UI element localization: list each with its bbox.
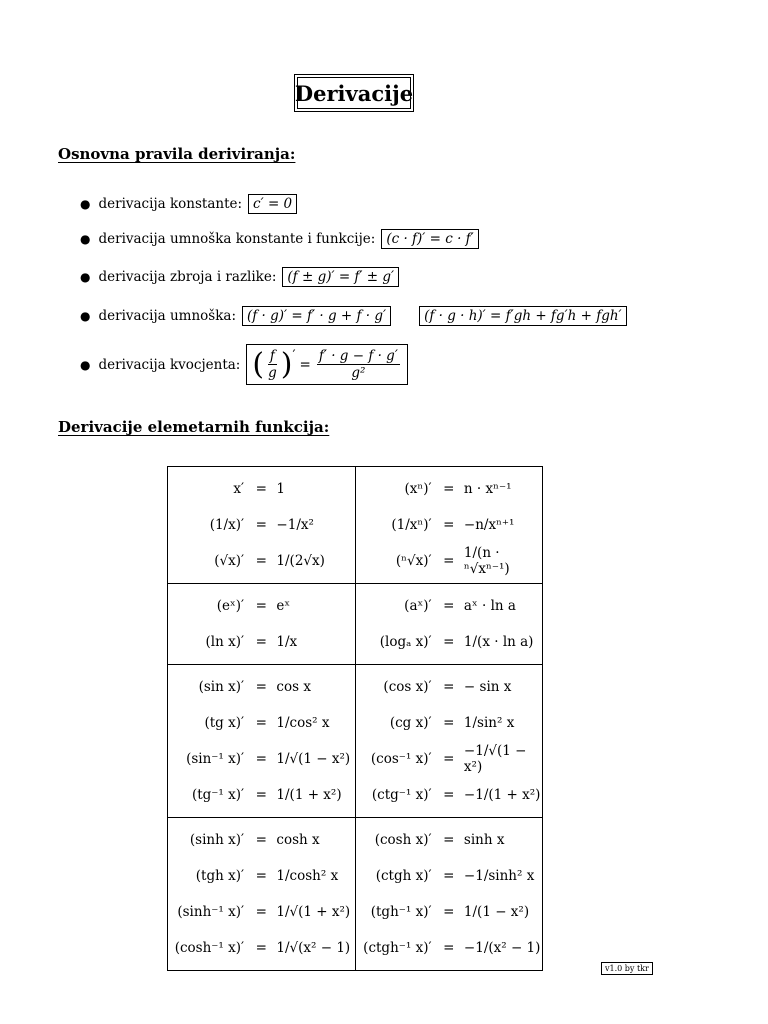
derivative-rhs: 1/(1 − x²) (463, 904, 530, 920)
equals-sign: = (255, 517, 267, 533)
derivative-rhs: 1/cos² x (276, 715, 330, 731)
equals-sign: = (443, 787, 455, 803)
equals-sign: = (443, 634, 455, 650)
table-cell-right (355, 665, 543, 818)
derivative-rhs: aˣ · ln a (463, 598, 516, 614)
derivative-lhs: (sinh x)′ (189, 832, 245, 848)
rule-label: derivacija umnoška konstante i funkcije: (98, 231, 376, 247)
table-row (168, 624, 355, 660)
table-row (168, 777, 355, 813)
derivative-lhs: (ⁿ√x)′ (395, 553, 432, 569)
derivative-lhs: (ctg⁻¹ x)′ (371, 787, 432, 803)
derivative-lhs: (sin⁻¹ x)′ (186, 751, 245, 767)
rule-label: derivacija umnoška: (98, 308, 236, 324)
quotient-result-fraction: $\frac{f' \cdot g - f \cdot g'}{\text{g²}}$ (318, 348, 398, 382)
section-heading-elementary: Derivacije elemetarnih funkcija: (58, 418, 330, 436)
rule-label: derivacija kvocjenta: (98, 356, 241, 373)
table-row (168, 669, 355, 705)
equals-sign: = (255, 598, 267, 614)
equals-sign: = (443, 517, 455, 533)
derivative-rhs: sinh x (463, 832, 505, 848)
table-group (168, 467, 543, 584)
equals-sign: = (443, 940, 455, 956)
table-row (356, 777, 543, 813)
table-row (356, 894, 543, 930)
derivative-rhs: 1/√(1 + x²) (276, 904, 351, 920)
equals-sign: = (255, 715, 267, 731)
rule-constant (80, 194, 297, 214)
equals-sign: = (443, 715, 455, 731)
derivative-lhs: (tg⁻¹ x)′ (191, 787, 245, 803)
derivative-lhs: (tg x)′ (204, 715, 245, 731)
derivative-lhs: (cosh⁻¹ x)′ (174, 940, 245, 956)
derivative-lhs: (ctgh x)′ (375, 868, 432, 884)
title-box (294, 74, 414, 112)
page-title: Derivacije (297, 77, 411, 109)
table-row (168, 705, 355, 741)
derivative-lhs: (√x)′ (214, 553, 245, 569)
table-cell-right (355, 818, 543, 971)
bullet-icon: ● (80, 232, 91, 246)
derivative-rhs: − sin x (463, 679, 512, 695)
section-heading-rules: Osnovna pravila deriviranja: (58, 145, 296, 163)
equals-sign: = (255, 787, 267, 803)
derivative-rhs: 1/(1 + x²) (276, 787, 342, 803)
formula-box-triple: (f · g · h)′ = f′gh + fg′h + fgh′ (419, 306, 627, 326)
table-group (168, 818, 543, 971)
bullet-icon: ● (80, 197, 91, 211)
equals-sign: = (443, 553, 455, 569)
rule-label: derivacija zbroja i razlike: (98, 269, 277, 285)
paren-right: ) (280, 346, 293, 382)
derivative-rhs: −1/(x² − 1) (463, 940, 541, 956)
paren-left: ( (252, 346, 265, 382)
derivative-lhs: (tgh⁻¹ x)′ (370, 904, 432, 920)
derivative-lhs: (cosh x)′ (374, 832, 432, 848)
formula-box: (f · g)′ = f′ · g + f · g′ (242, 306, 391, 326)
derivative-lhs: (xⁿ)′ (404, 481, 432, 497)
derivative-lhs: (cos⁻¹ x)′ (370, 751, 432, 767)
table-row (168, 507, 355, 543)
derivative-lhs: (sin x)′ (198, 679, 245, 695)
table-row (168, 894, 355, 930)
rule-constant-product (80, 229, 479, 249)
derivative-rhs: cos x (276, 679, 311, 695)
table-cell-right (355, 584, 543, 665)
derivative-rhs: 1/(x · ln a) (463, 634, 534, 650)
derivative-rhs: −1/x² (276, 517, 314, 533)
table-row (168, 741, 355, 777)
equals-sign: = (443, 832, 455, 848)
table-row (356, 507, 543, 543)
equals-sign: = (443, 751, 455, 767)
derivative-lhs: (1/x)′ (209, 517, 245, 533)
equals-sign: = (255, 832, 267, 848)
equals-sign: = (443, 904, 455, 920)
table-row (168, 930, 355, 966)
table-row (168, 543, 355, 579)
derivative-lhs: (eˣ)′ (216, 598, 245, 614)
derivative-lhs: (tgh x)′ (195, 868, 245, 884)
derivative-rhs: n · xⁿ⁻¹ (463, 481, 512, 497)
equals-sign: = (255, 553, 267, 569)
derivative-rhs: 1/(2√x) (276, 553, 325, 569)
formula-box: (f ± g)′ = f′ ± g′ (282, 267, 399, 287)
equals-sign: = (255, 904, 267, 920)
derivative-lhs: (cos x)′ (383, 679, 432, 695)
equals-sign: = (443, 679, 455, 695)
table-row (356, 588, 543, 624)
derivative-lhs: (logₐ x)′ (379, 634, 432, 650)
equals-sign: = (255, 868, 267, 884)
derivative-rhs: −1/sinh² x (463, 868, 535, 884)
derivatives-table (167, 466, 543, 971)
equals-sign: = (255, 634, 267, 650)
formula-box: (c · f)′ = c · f′ (381, 229, 478, 249)
equals-sign: = (255, 940, 267, 956)
equals-sign: = (255, 679, 267, 695)
table-cell-left (168, 467, 356, 584)
table-cell-left (168, 584, 356, 665)
derivative-rhs: cosh x (276, 832, 320, 848)
table-row (356, 624, 543, 660)
table-cell-left (168, 818, 356, 971)
derivative-rhs: −1/(1 + x²) (463, 787, 541, 803)
derivative-rhs: −n/xⁿ⁺¹ (463, 517, 515, 533)
table-cell-left (168, 665, 356, 818)
bullet-icon: ● (80, 357, 91, 372)
table-row (356, 669, 543, 705)
table-row (168, 858, 355, 894)
formula-box: c′ = 0 (248, 194, 297, 214)
table-row (356, 822, 543, 858)
derivative-lhs: (sinh⁻¹ x)′ (177, 904, 245, 920)
rule-product (80, 306, 627, 326)
rule-label: derivacija konstante: (98, 196, 243, 212)
equals-sign: = (443, 481, 455, 497)
quotient-fraction: $\frac{f}{g}$ (268, 348, 277, 382)
equals-sign: = (255, 481, 267, 497)
table-row (356, 543, 543, 579)
version-label: v1.0 by tkr (601, 962, 653, 975)
derivative-rhs: eˣ (276, 598, 291, 614)
bullet-icon: ● (80, 309, 91, 323)
derivative-lhs: (ctgh⁻¹ x)′ (363, 940, 432, 956)
derivative-rhs: 1 (276, 481, 286, 497)
formula-box: ( $\frac{f}{g}$ ) ′ = $\frac{f' \cdot g - f \cdot g'}{\text{g²}}$ (246, 344, 408, 385)
rule-sum-difference (80, 267, 399, 287)
table-row (356, 471, 543, 507)
equals-sign: = (443, 868, 455, 884)
equals-sign: = (255, 751, 267, 767)
derivative-rhs: 1/sin² x (463, 715, 515, 731)
derivative-rhs: 1/(n · ⁿ√xⁿ⁻¹) (463, 545, 510, 577)
derivative-rhs: 1/x (276, 634, 298, 650)
table-cell-right (355, 467, 543, 584)
derivative-rhs: 1/√(x² − 1) (276, 940, 351, 956)
equals-sign: = (443, 598, 455, 614)
derivative-lhs: (cg x)′ (389, 715, 432, 731)
derivative-rhs: −1/√(1 − x²) (463, 743, 527, 775)
table-row (168, 822, 355, 858)
table-row (356, 930, 543, 966)
derivative-rhs: 1/√(1 − x²) (276, 751, 351, 767)
table-group (168, 584, 543, 665)
table-row (356, 858, 543, 894)
table-row (356, 741, 543, 777)
bullet-icon: ● (80, 270, 91, 284)
table-row (168, 588, 355, 624)
derivative-lhs: (aˣ)′ (404, 598, 432, 614)
table-row (356, 705, 543, 741)
derivative-lhs: x′ (233, 481, 245, 497)
derivative-rhs: 1/cosh² x (276, 868, 339, 884)
rule-quotient (80, 344, 408, 385)
derivative-lhs: (1/xⁿ)′ (391, 517, 432, 533)
table-group (168, 665, 543, 818)
table-row (168, 471, 355, 507)
derivative-lhs: (ln x)′ (205, 634, 245, 650)
